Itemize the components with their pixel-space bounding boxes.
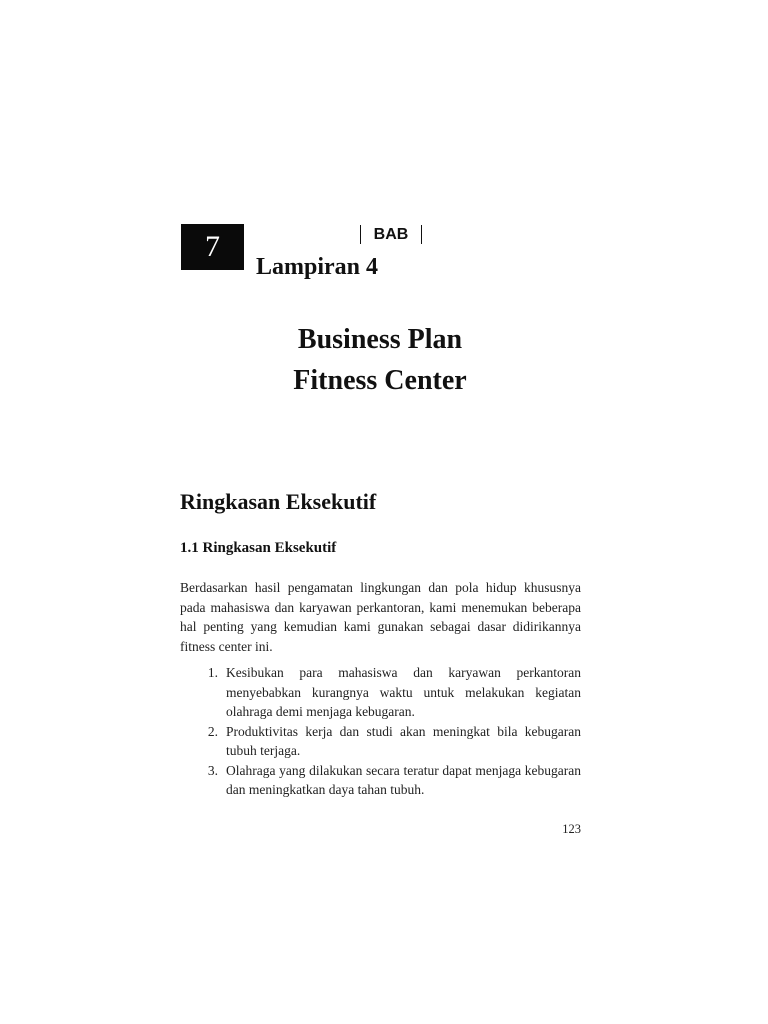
list-item: [180, 722, 581, 761]
list-item-number: 3.: [207, 762, 218, 778]
chapter-label: BAB: [360, 225, 422, 244]
document-title-line-2: Fitness Center: [293, 365, 467, 396]
list-item-text: Olahraga yang dilakukan secara teratur dapat menjaga kebugaran dan meningkatkan daya tahan tubuh.: [226, 762, 581, 797]
list-item: [180, 761, 581, 800]
chapter-title: Lampiran 4: [256, 254, 379, 280]
page-number: 123: [562, 822, 581, 836]
intro-paragraph: Berdasarkan hasil pengamatan lingkungan dan pola hidup khususnya pada mahasiswa dan karyawan perkantoran, kami menemukan beberapa hal penting yang kemudian kami gunakan sebagai dasar didirikannya fitness center ini.: [180, 580, 581, 654]
list-item-text: Produktivitas kerja dan studi akan meningkat bila kebugaran tubuh terjaga.: [226, 723, 581, 758]
chapter-number: 7: [205, 230, 220, 263]
subsection-heading: 1.1 Ringkasan Eksekutif: [180, 540, 337, 556]
list-item-number: 2.: [207, 723, 218, 739]
list-item: [180, 663, 581, 722]
chapter-number-box: [181, 224, 244, 270]
list-item-text: Kesibukan para mahasiswa dan karyawan perkantoran menyebabkan kurangnya waktu untuk melakukan kegiatan olahraga demi menjaga kebugaran.: [226, 665, 581, 719]
list-item-number: 1.: [207, 665, 218, 680]
section-heading: Ringkasan Eksekutif: [180, 489, 377, 514]
findings-list: [180, 663, 581, 800]
document-title-line-1: Business Plan: [297, 324, 463, 355]
